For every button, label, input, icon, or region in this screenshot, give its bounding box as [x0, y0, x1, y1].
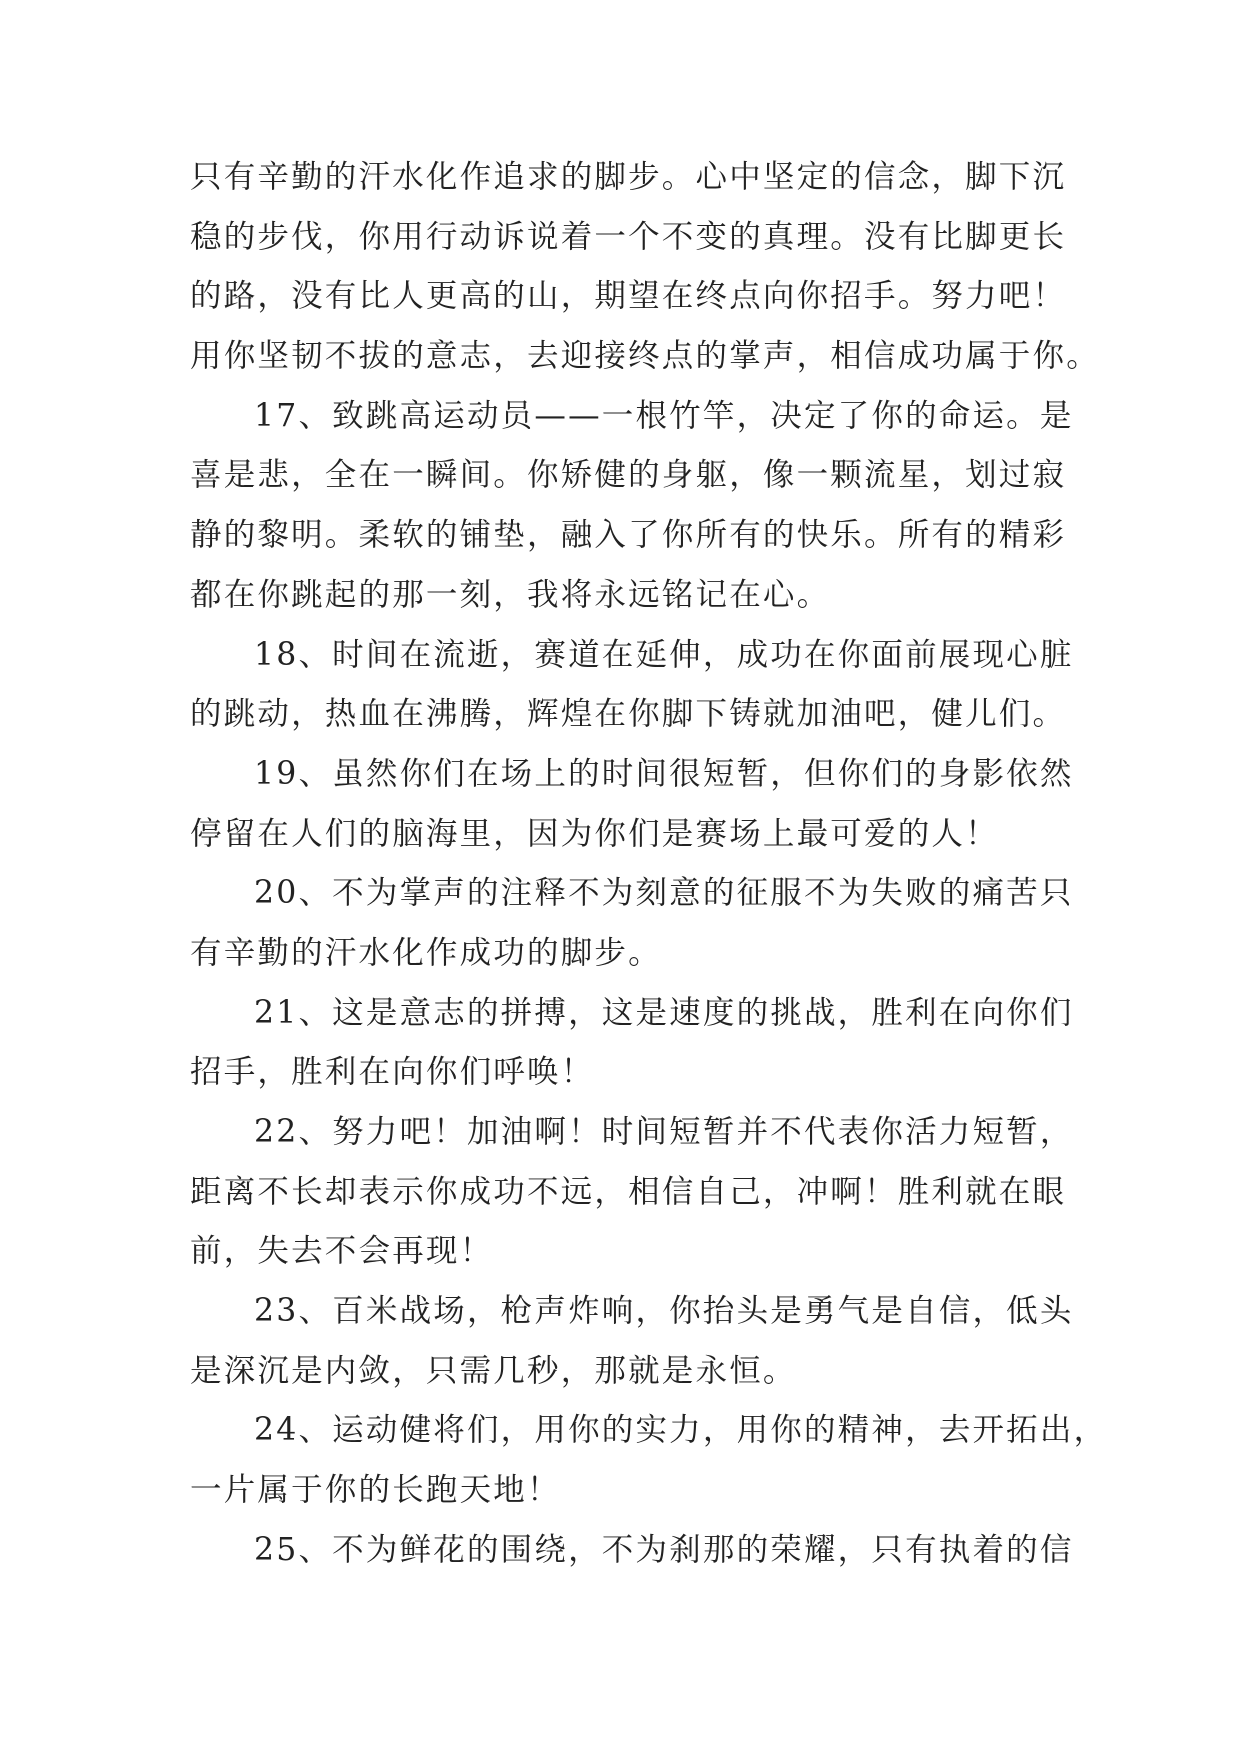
paragraph-18-line-1: 18、时间在流逝，赛道在延伸，成功在你面前展现心脏 — [254, 636, 1074, 673]
paragraph-19-line-2: 停留在人们的脑海里，因为你们是赛场上最可爱的人！ — [190, 815, 999, 852]
paragraph-23-line-2: 是深沉是内敛，只需几秒，那就是永恒。 — [190, 1352, 797, 1389]
paragraph-22-line-2: 距离不长却表示你成功不远，相信自己，冲啊！胜利就在眼 — [190, 1173, 1067, 1210]
paragraph-22-line-1: 22、努力吧！加油啊！时间短暂并不代表你活力短暂， — [254, 1114, 1074, 1150]
paragraph-17-line-3: 静的黎明。柔软的铺垫，融入了你所有的快乐。所有的精彩 — [190, 517, 1067, 554]
paragraph-22-line-3: 前，失去不会再现！ — [190, 1233, 494, 1270]
paragraph-20-line-1: 20、不为掌声的注释不为刻意的征服不为失败的痛苦只 — [254, 875, 1074, 912]
paragraph-17-line-1: 17、致跳高运动员——一根竹竿，决定了你的命运。是 — [254, 397, 1074, 434]
paragraph-18-line-2: 的跳动，热血在沸腾，辉煌在你脚下铸就加油吧，健儿们。 — [190, 696, 1067, 733]
text-line-4: 用你坚韧不拔的意志，去迎接终点的掌声，相信成功属于你。 — [190, 338, 1100, 375]
paragraph-17-line-2: 喜是悲，全在一瞬间。你矫健的身躯，像一颗流星，划过寂 — [190, 457, 1067, 494]
paragraph-24-line-2: 一片属于你的长跑天地！ — [190, 1472, 561, 1509]
document-body — [190, 148, 1108, 1581]
paragraph-17-line-4: 都在你跳起的那一刻，我将永远铭记在心。 — [190, 576, 831, 613]
paragraph-20-line-2: 有辛勤的汗水化作成功的脚步。 — [190, 934, 662, 971]
paragraph-24-line-1: 24、运动健将们，用你的实力，用你的精神，去开拓出， — [254, 1412, 1108, 1449]
paragraph-21-line-1: 21、这是意志的拼搏，这是速度的挑战，胜利在向你们 — [254, 994, 1074, 1031]
paragraph-23-line-1: 23、百米战场，枪声炸响，你抬头是勇气是自信，低头 — [254, 1293, 1074, 1330]
text-line-1: 只有辛勤的汗水化作追求的脚步。心中坚定的信念，脚下沉 — [190, 159, 1067, 195]
text-line-3: 的路，没有比人更高的山，期望在终点向你招手。努力吧！ — [190, 278, 1067, 315]
paragraph-25-line-1: 25、不为鲜花的围绕，不为刹那的荣耀，只有执着的信 — [254, 1531, 1074, 1568]
paragraph-21-line-2: 招手，胜利在向你们呼唤！ — [190, 1054, 595, 1091]
paragraph-19-line-1: 19、虽然你们在场上的时间很短暂，但你们的身影依然 — [254, 755, 1074, 792]
text-line-2: 稳的步伐，你用行动诉说着一个不变的真理。没有比脚更长 — [190, 218, 1067, 255]
